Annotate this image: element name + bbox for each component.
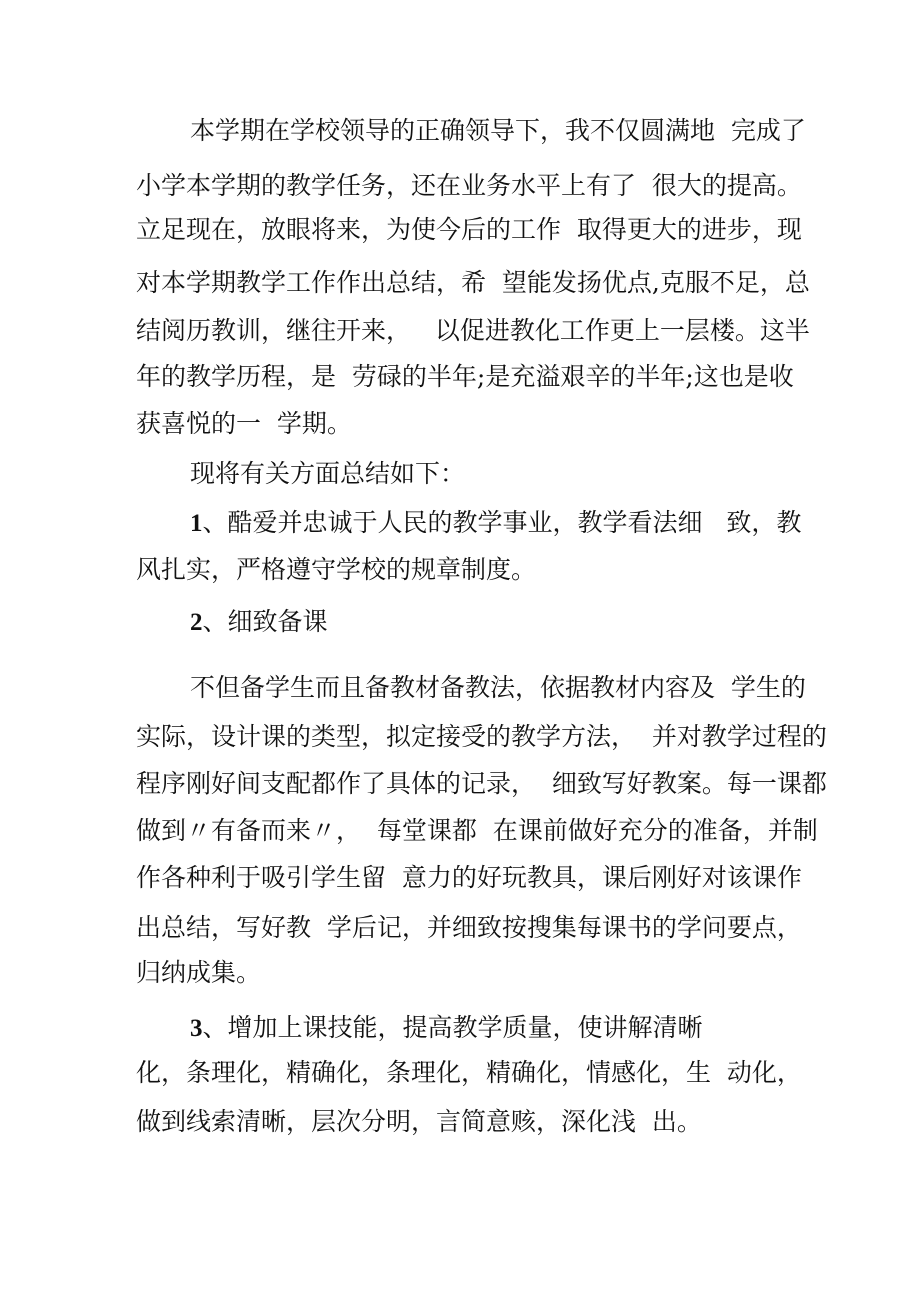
item-2-heading <box>190 606 850 638</box>
item-2-heading-text: 、细致备课 <box>202 607 328 636</box>
paragraph-1-line-5: 结阅历教训，继往开来， 以促进教化工作更上一层楼。这半 <box>136 316 810 345</box>
item-3-line-3: 做到线索清晰，层次分明，言简意赅，深化浅 出。 <box>136 1107 702 1136</box>
item-3-text: 、增加上课技能，提高教学质量，使讲解清晰 <box>202 1013 703 1042</box>
item-2-line-5: 作各种利于吸引学生留 意力的好玩教具，课后刚好对该课作 <box>136 863 802 892</box>
item-1-text: 、酷爱并忠诚于人民的教学事业，教学看法细 致，教 <box>202 508 802 537</box>
item-3-line-1 <box>190 1012 850 1044</box>
item-2-line-2: 实际，设计课的类型，拟定接受的教学方法， 并对教学过程的 <box>136 722 827 751</box>
paragraph-1-line-1: 本学期在学校领导的正确领导下，我不仅圆满地 完成了 <box>190 116 806 145</box>
item-1-number: 1 <box>190 510 203 537</box>
item-3-line-2: 化，条理化，精确化，条理化，精确化，情感化，生 动化， <box>136 1058 802 1087</box>
paragraph-1-line-2: 小学本学期的教学任务，还在业务水平上有了 很大的提高。 <box>136 171 802 200</box>
item-2-number: 2 <box>190 609 203 636</box>
item-1-line-2: 风扎实，严格遵守学校的规章制度。 <box>136 555 537 584</box>
paragraph-1-line-7: 获喜悦的一 学期。 <box>136 409 352 438</box>
item-2-line-4: 做到〃有备而来〃， 每堂课都 在课前做好充分的准备，并制 <box>136 816 818 845</box>
paragraph-1-line-6: 年的教学历程，是 劳碌的半年;是充溢艰辛的半年;这也是收 <box>136 362 794 391</box>
intro-line: 现将有关方面总结如下： <box>190 459 466 488</box>
item-2-line-1: 不但备学生而且备教材备教法，依据教材内容及 学生的 <box>190 673 806 702</box>
item-3-number: 3 <box>190 1015 203 1042</box>
item-2-line-7: 归纳成集。 <box>136 958 262 987</box>
item-2-line-3: 程序刚好间支配都作了具体的记录， 细致写好教案。每一课都 <box>136 769 827 798</box>
paragraph-1-line-3: 立足现在，放眼将来，为使今后的工作 取得更大的进步，现 <box>136 215 802 244</box>
paragraph-1-line-4: 对本学期教学工作作出总结，希 望能发扬优点,克服不足，总 <box>136 268 810 297</box>
item-1-line-1 <box>190 507 850 539</box>
item-2-line-6: 出总结，写好教 学后记，并细致按搜集每课书的学问要点， <box>136 913 802 942</box>
